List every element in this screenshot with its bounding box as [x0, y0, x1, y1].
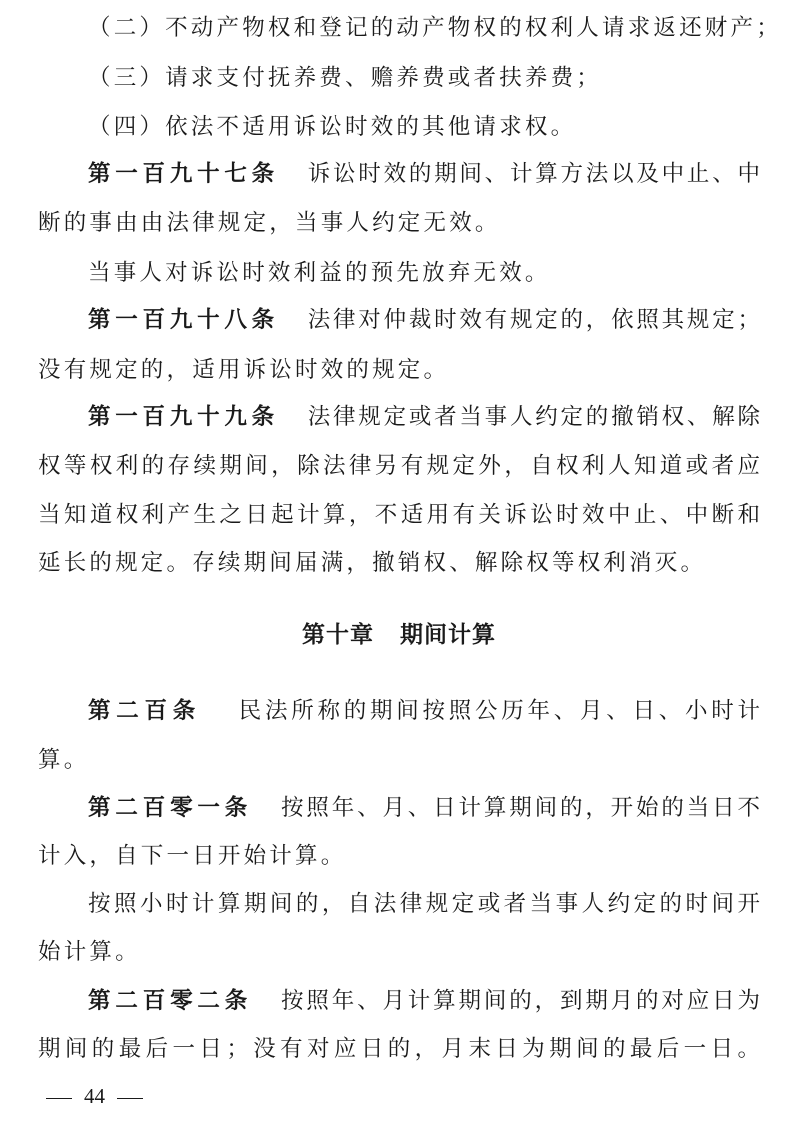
article-197-title: 第一百九十七条 — [88, 161, 279, 187]
article-198-line-2: 没有规定的，适用诉讼时效的规定。 — [38, 357, 450, 383]
footer-dash-left — [46, 1098, 72, 1099]
item-three-line: （三）请求支付抚养费、赡养费或者扶养费； — [88, 65, 603, 91]
page-footer — [46, 1082, 143, 1110]
article-199-text-1: 法律规定或者当事人约定的撤销权、解除 — [304, 404, 760, 430]
page-number: 44 — [84, 1084, 105, 1108]
article-197-line-2: 断的事由由法律规定，当事人约定无效。 — [38, 210, 501, 236]
article-201-title: 第二百零一条 — [88, 795, 253, 821]
article-201-text-1: 按照年、月、日计算期间的，开始的当日不 — [278, 795, 760, 821]
footer-dash-right — [117, 1098, 143, 1099]
article-198-line-1 — [88, 304, 760, 336]
chapter-number: 第十章 — [302, 622, 374, 648]
article-200-title: 第二百条 — [88, 698, 201, 724]
article-199-line-2: 权等权利的存续期间，除法律另有规定外，自权利人知道或者应 — [38, 453, 760, 479]
article-199-line-1 — [88, 401, 760, 433]
article-202-text-1: 按照年、月计算期间的，到期月的对应日为 — [278, 988, 760, 1014]
article-197-text-1: 诉讼时效的期间、计算方法以及中止、中 — [304, 161, 760, 187]
article-199-line-4: 延长的规定。存续期间届满，撤销权、解除权等权利消灭。 — [38, 550, 707, 576]
article-200-text-1: 民法所称的期间按照公历年、月、日、小时计 — [235, 698, 760, 724]
article-202-line-1 — [88, 985, 760, 1017]
article-198-text-1: 法律对仲裁时效有规定的，依照其规定； — [304, 307, 760, 333]
chapter-title: 期间计算 — [400, 622, 496, 648]
article-199-line-3: 当知道权利产生之日起计算，不适用有关诉讼时效中止、中断和 — [38, 502, 760, 528]
article-197-line-1 — [88, 158, 760, 190]
article-197-line-3: 当事人对诉讼时效利益的预先放弃无效。 — [88, 260, 551, 286]
article-201-line-2: 计入，自下一日开始计算。 — [38, 843, 347, 869]
article-201-line-1 — [88, 792, 760, 824]
article-201-line-3: 按照小时计算期间的，自法律规定或者当事人约定的时间开 — [88, 891, 760, 917]
article-200-line-1 — [88, 695, 760, 727]
item-two-line: （二）不动产物权和登记的动产物权的权利人请求返还财产； — [88, 15, 782, 41]
article-202-line-2: 期间的最后一日；没有对应日的，月末日为期间的最后一日。 — [38, 1036, 760, 1062]
item-four-line: （四）依法不适用诉讼时效的其他请求权。 — [88, 114, 577, 140]
chapter-heading — [38, 619, 760, 651]
article-200-line-2: 算。 — [38, 747, 90, 773]
article-199-title: 第一百九十九条 — [88, 404, 279, 430]
article-201-line-4: 始计算。 — [38, 939, 141, 965]
article-202-title: 第二百零二条 — [88, 988, 253, 1014]
article-198-title: 第一百九十八条 — [88, 307, 279, 333]
